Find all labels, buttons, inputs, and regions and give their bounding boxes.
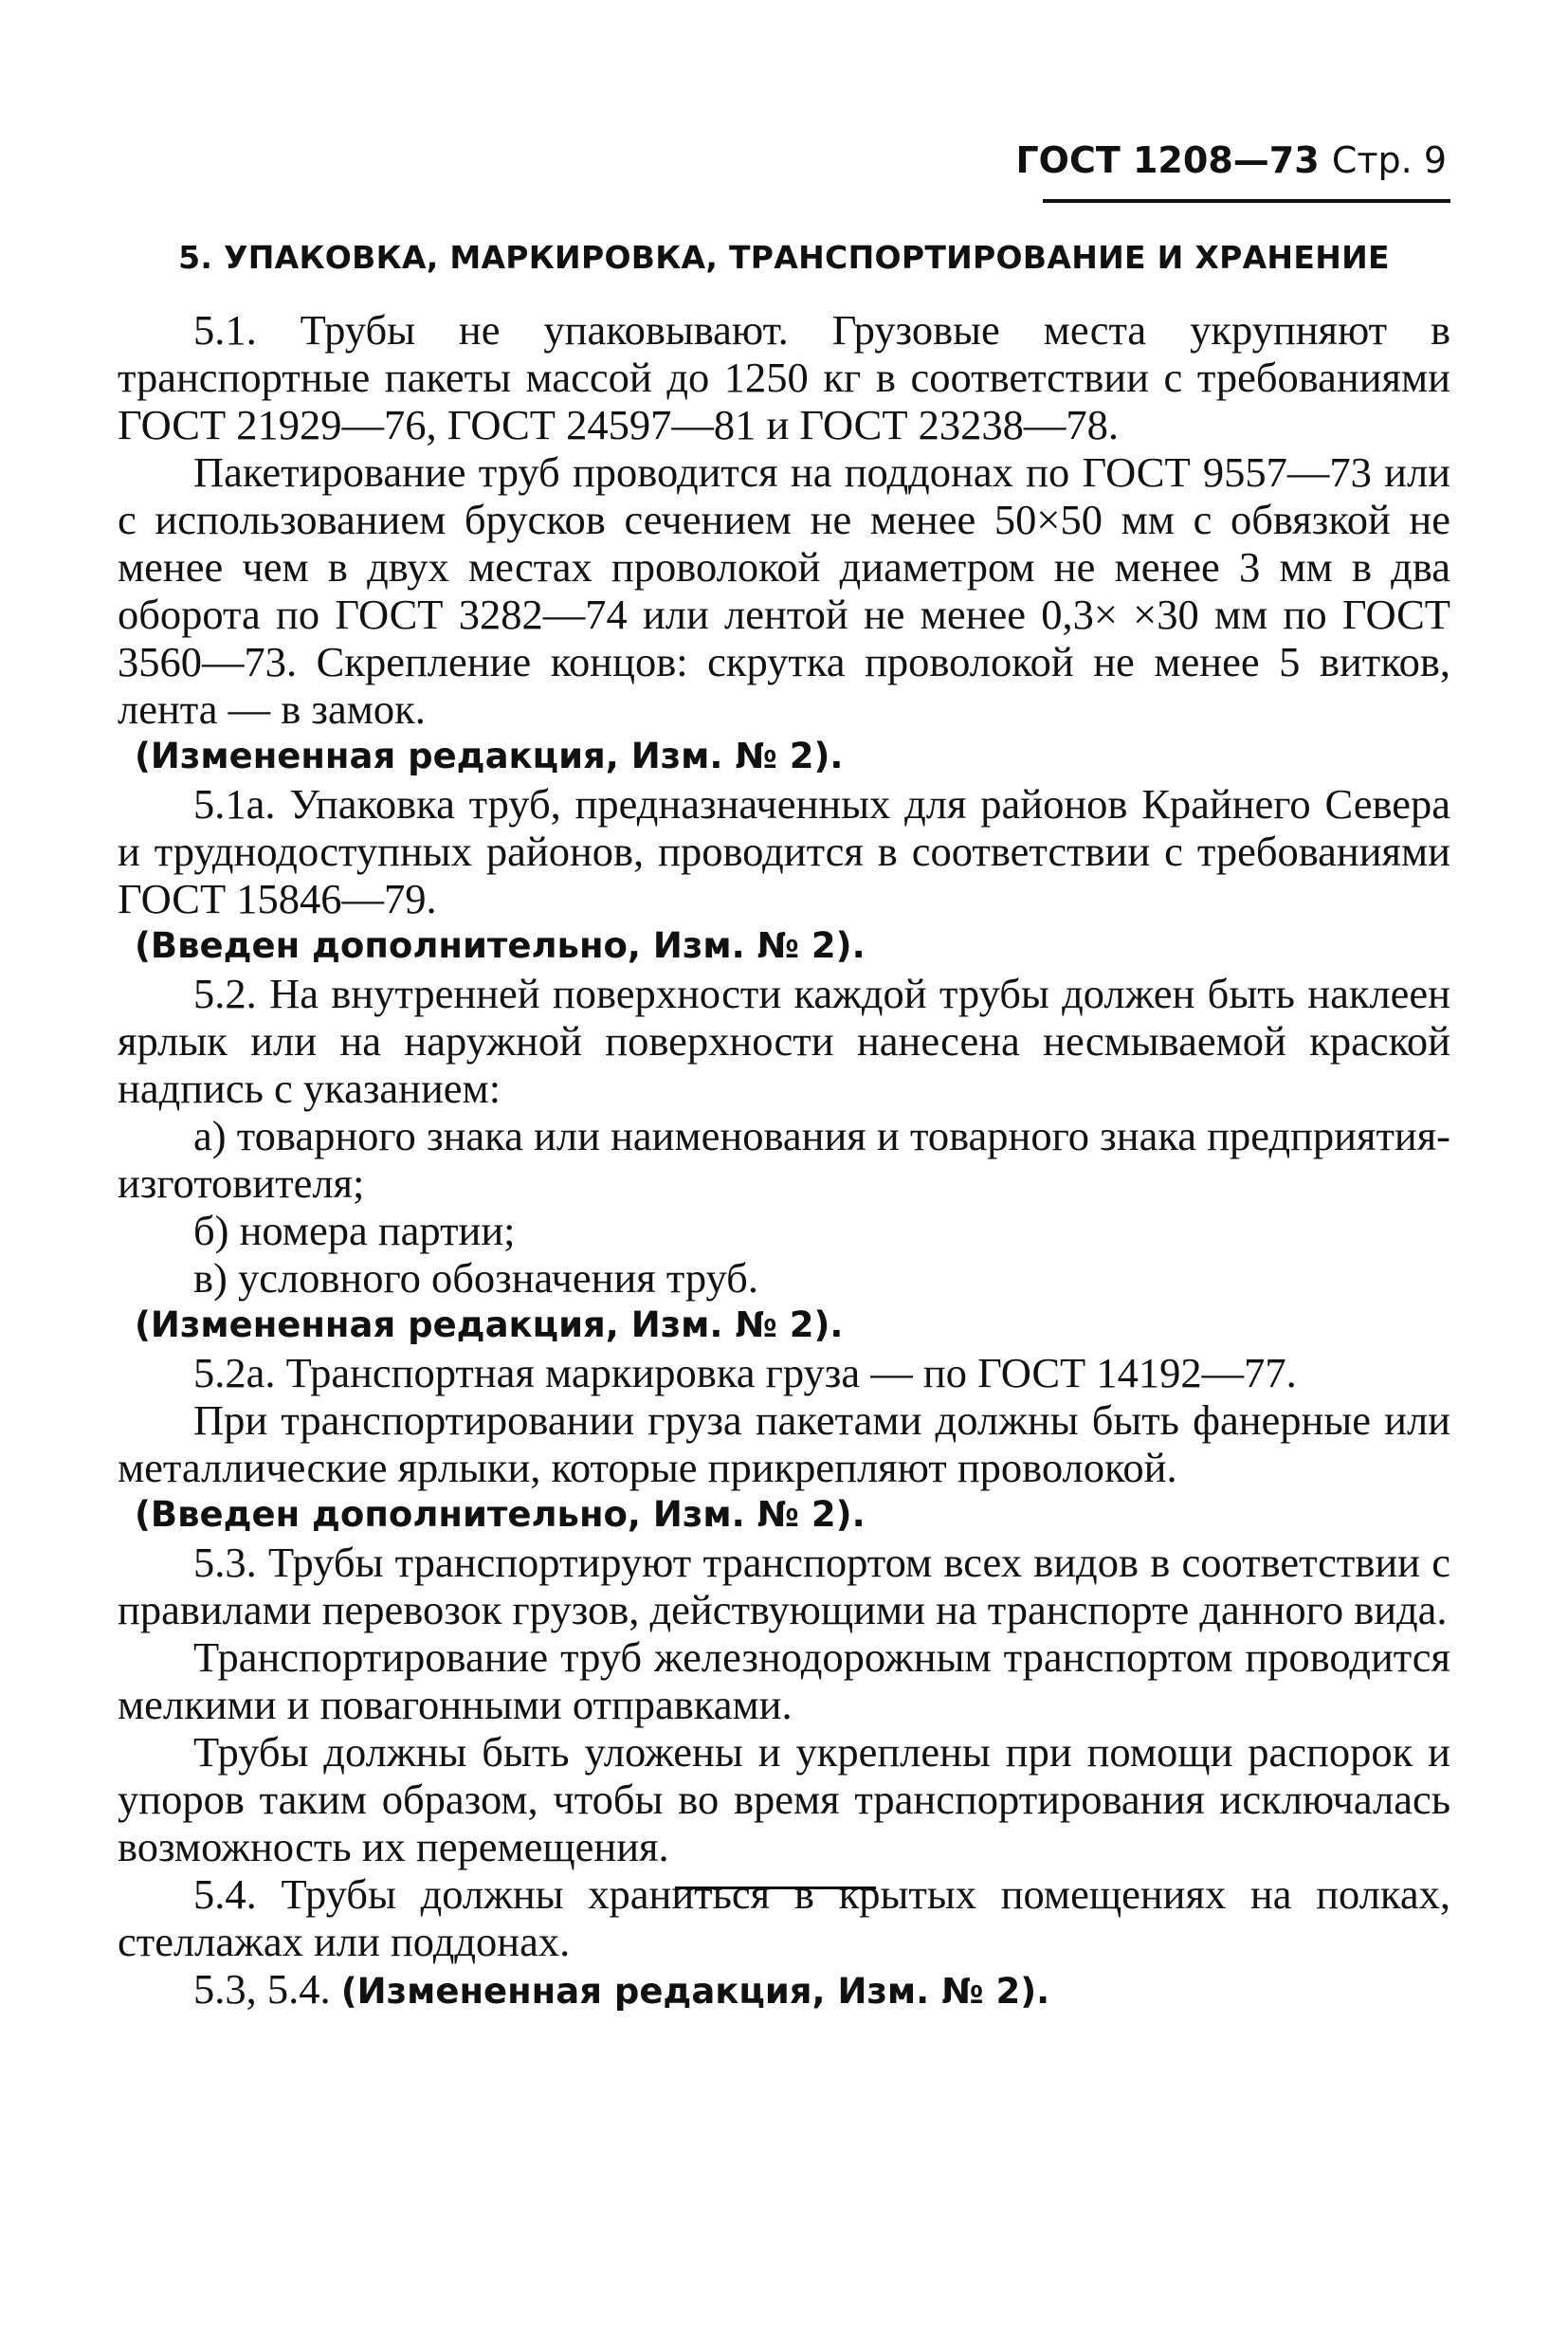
section-title: 5. УПАКОВКА, МАРКИРОВКА, ТРАНСПОРТИРОВАНИЕ И ХРАНЕНИЕ xyxy=(178,239,1390,276)
header-rule xyxy=(1043,199,1450,203)
paragraph-5-1a: 5.1а. Упаковка труб, предназначенных для районов Крайнего Севера и труднодоступных районов, проводится в соответствии с требованиями ГОСТ 15846—79. xyxy=(118,780,1450,922)
amendment-note: (Введен дополнительно, Изм. № 2). xyxy=(135,1494,866,1535)
document-page xyxy=(118,139,1450,2015)
document-code: ГОСТ 1208—73 xyxy=(1015,139,1320,181)
paragraph-5-2a: 5.2а. Транспортная маркировка груза — по ГОСТ 14192—77. xyxy=(193,1349,1297,1396)
paragraph-5-3-railway: Транспортирование труб железнодорожным транспортом проводится мелкими и повагонными отправками. xyxy=(118,1633,1450,1728)
list-item-v: в) условного обозначения труб. xyxy=(193,1254,758,1302)
paragraph-5-3-5-4-amendment xyxy=(118,1965,1450,2015)
list-item-a: а) товарного знака или наименования и товарного знака предприятия-изготовителя; xyxy=(118,1112,1450,1207)
end-rule xyxy=(675,1886,876,1889)
section-body xyxy=(118,306,1450,2015)
paragraph-5-4: 5.4. Трубы должны храниться в крытых помещениях на полках, стеллажах или поддонах. xyxy=(118,1870,1450,1965)
list-item-b: б) номера партии; xyxy=(193,1207,516,1254)
paragraph-5-1-packaging: Пакетирование труб проводится на поддонах по ГОСТ 9557—73 или с использованием брусков сечением не менее 50×50 мм с обвязкой не менее чем в двух местах проволокой диаметром не менее 3 мм в два оборота по ГОСТ 3282—74 или лентой не менее 0,3× ×30 мм по ГОСТ 3560—73. Скрепление концов: скрутка проволокой не менее 5 витков, лента — в замок. xyxy=(118,448,1450,733)
amendment-note: (Измененная редакция, Изм. № 2). xyxy=(135,736,844,776)
paragraph-5-3: 5.3. Трубы транспортируют транспортом всех видов в соответствии с правилами перевозок грузов, действующими на транспорте данного вида. xyxy=(118,1539,1450,1633)
amendment-note: (Измененная редакция, Изм. № 2). xyxy=(135,1304,844,1345)
page-header xyxy=(118,139,1450,181)
paragraph-5-2a-labels: При транспортировании груза пакетами должны быть фанерные или металлические ярлыки, которые прикрепляют проволокой. xyxy=(118,1396,1450,1491)
paragraph-ref: 5.3, 5.4. xyxy=(193,1965,331,2013)
paragraph-5-3-fixing: Трубы должны быть уложены и укреплены при помощи распорок и упоров таким образом, чтобы во время транспортирования исключалась возможность их перемещения. xyxy=(118,1728,1450,1870)
page-number: Стр. 9 xyxy=(1331,139,1447,181)
amendment-note: (Введен дополнительно, Изм. № 2). xyxy=(135,925,866,966)
paragraph-5-1: 5.1. Трубы не упаковывают. Грузовые места укрупняют в транспортные пакеты массой до 1250 кг в соответствии с требованиями ГОСТ 21929—76, ГОСТ 24597—81 и ГОСТ 23238—78. xyxy=(118,306,1450,448)
amendment-note: (Измененная редакция, Изм. № 2). xyxy=(340,1971,1050,2012)
paragraph-5-2: 5.2. На внутренней поверхности каждой трубы должен быть наклеен ярлык или на наружной поверхности нанесена несмываемой краской надпись с указанием: xyxy=(118,970,1450,1112)
